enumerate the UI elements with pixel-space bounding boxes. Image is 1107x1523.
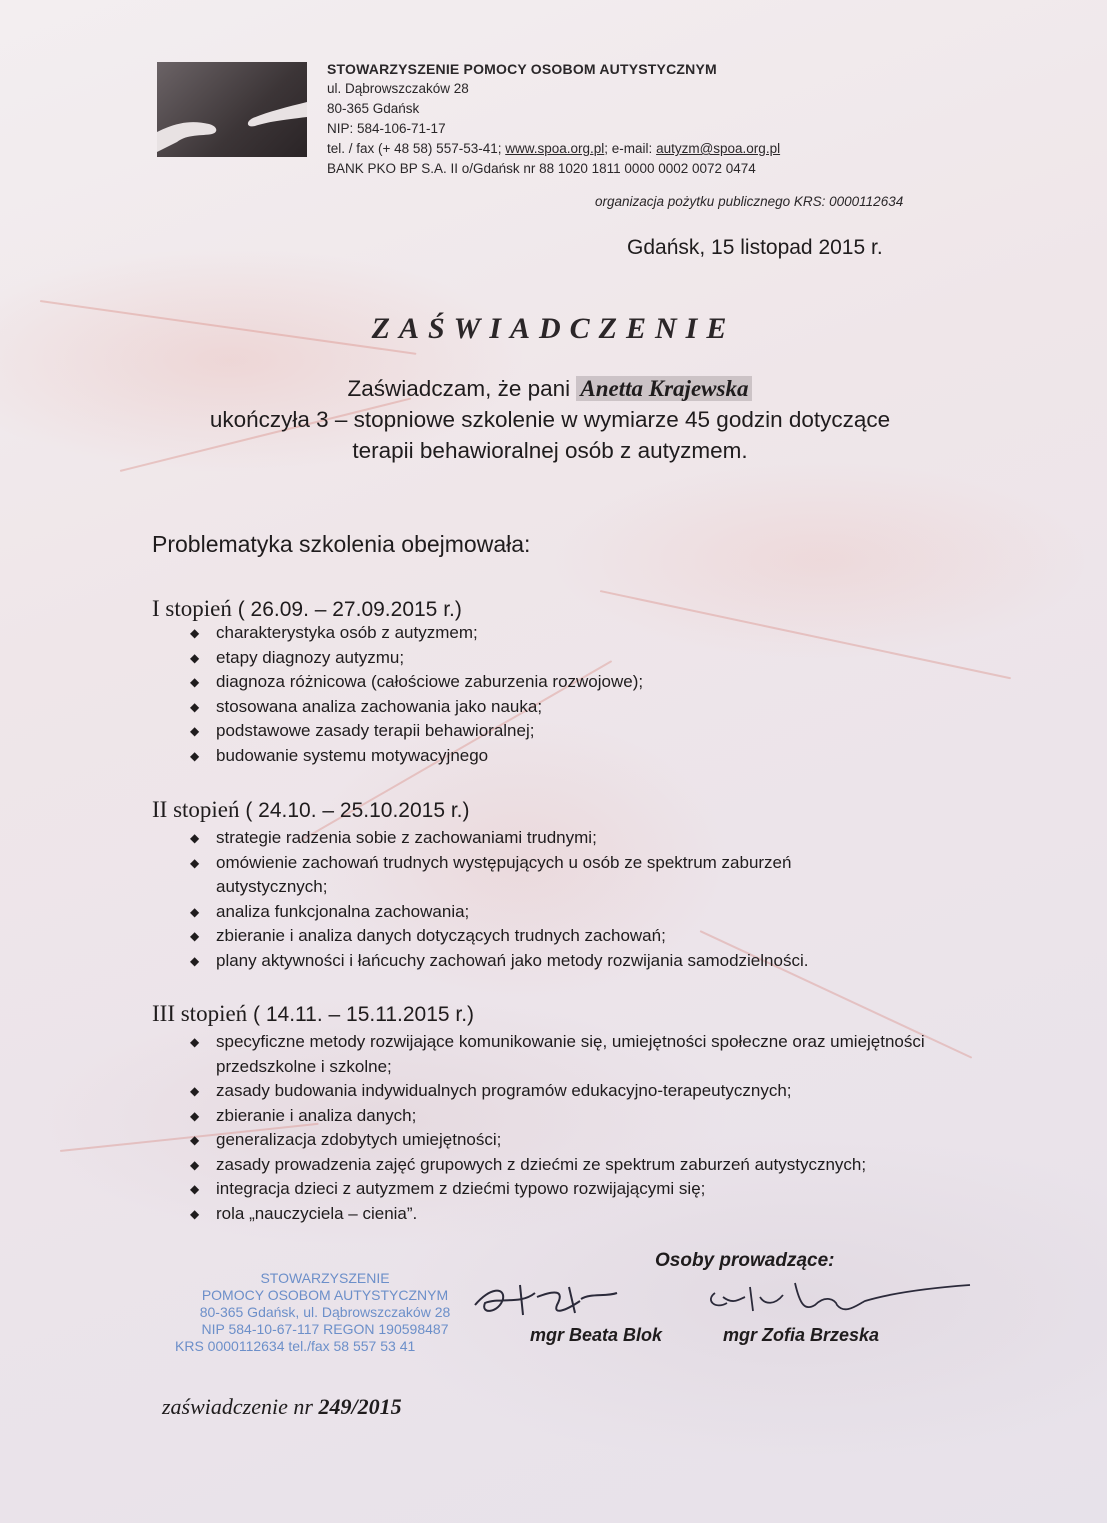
- list-item: ◆ charakterystyka osób z autyzmem;: [190, 621, 830, 646]
- list-item: ◆ generalizacja zdobytych umiejętności;: [190, 1128, 970, 1153]
- certificate-intro: [0, 373, 1100, 466]
- contact-email-label: ; e-mail:: [604, 141, 657, 156]
- certificate-number-value: 249/2015: [318, 1394, 402, 1419]
- letterhead: [327, 59, 904, 209]
- problem-heading: Problematyka szkolenia obejmowała:: [152, 531, 531, 557]
- org-contact: [327, 139, 780, 159]
- contact-phone: tel. / fax (+ 48 58) 557-53-41;: [327, 141, 506, 156]
- org-opp-krs: organizacja pożytku publicznego KRS: 0000112634: [595, 194, 904, 209]
- list-item: ◆ analiza funkcjonalna zachowania;: [190, 900, 880, 925]
- list-item: ◆ integracja dzieci z autyzmem z dziećmi typowo rozwijającymi się;: [190, 1177, 970, 1202]
- document-title: ZAŚWIADCZENIE: [371, 312, 736, 345]
- level-heading-3: [152, 1001, 474, 1027]
- list-item: ◆ stosowana analiza zachowania jako nauka;: [190, 695, 830, 720]
- list-item: ◆ podstawowe zasady terapii behawioralnej;: [190, 719, 830, 744]
- diamond-bullet-icon: ◆: [190, 929, 200, 943]
- level-heading-2: [152, 797, 470, 823]
- recipient-name: Anetta Krajewska: [576, 376, 752, 401]
- hands-logo-icon: [157, 62, 307, 157]
- signer-name-1: mgr Beata Blok: [530, 1325, 663, 1345]
- diamond-bullet-icon: ◆: [190, 650, 200, 665]
- list-item: ◆ specyficzne metody rozwijające komunikowanie się, umiejętności społeczne oraz umiejętności przedszkolne i szkolne;: [190, 1032, 925, 1076]
- persons-heading: Osoby prowadzące:: [655, 1250, 835, 1271]
- stamp-line: POMOCY OSOBOM AUTYSTYCZNYM: [201, 1287, 449, 1303]
- organization-logo: [157, 62, 307, 157]
- level-dates: ( 24.10. – 25.10.2015 r.): [239, 799, 470, 822]
- list-item: ◆ etapy diagnozy autyzmu;: [190, 646, 830, 671]
- list-item: ◆ diagnoza różnicowa (całościowe zaburzenia rozwojowe);: [190, 670, 830, 695]
- website-link[interactable]: www.spoa.org.pl: [505, 141, 605, 156]
- organization-stamp: [175, 1270, 475, 1355]
- list-item: ◆ plany aktywności i łańcuchy zachowań jako metody rozwijania samodzielności.: [190, 949, 880, 974]
- signer-name-2: mgr Zofia Brzeska: [723, 1325, 880, 1345]
- diamond-bullet-icon: ◆: [190, 675, 200, 689]
- diamond-bullet-icon: ◆: [190, 1182, 200, 1196]
- list-item: ◆ rola „nauczyciela – cienia”.: [190, 1202, 970, 1227]
- stamp-line: 80-365 Gdańsk, ul. Dąbrowszczaków 28: [199, 1304, 451, 1320]
- diamond-bullet-icon: ◆: [190, 855, 200, 870]
- org-city: 80-365 Gdańsk: [327, 101, 420, 116]
- level-1-items: [190, 621, 830, 768]
- org-street: ul. Dąbrowszczaków 28: [327, 81, 469, 96]
- stamp-line: KRS 0000112634 tel./fax 58 557 53 41: [175, 1338, 416, 1354]
- certificate-number-prefix: zaświadczenie nr: [162, 1394, 319, 1419]
- level-2-items: [190, 826, 880, 973]
- list-item: ◆ budowanie systemu motywacyjnego: [190, 744, 830, 769]
- list-item: ◆ strategie radzenia sobie z zachowaniami trudnymi;: [190, 826, 880, 851]
- level-heading-1: [152, 596, 462, 622]
- level-3-items: [190, 1030, 970, 1226]
- list-item: ◆ zasady prowadzenia zajęć grupowych z dziećmi ze spektrum zaburzeń autystycznych;: [190, 1153, 970, 1178]
- document-date: Gdańsk, 15 listopad 2015 r.: [627, 236, 883, 259]
- intro-line-1: [0, 373, 1100, 404]
- org-bank: BANK PKO BP S.A. II o/Gdańsk nr 88 1020 1811 0000 0002 0072 0474: [327, 161, 756, 176]
- stamp-line: STOWARZYSZENIE: [260, 1270, 390, 1286]
- diamond-bullet-icon: ◆: [190, 1133, 200, 1147]
- level-name: I stopień: [152, 596, 232, 621]
- list-item: ◆ zbieranie i analiza danych dotyczących trudnych zachowań;: [190, 924, 880, 949]
- level-name: II stopień: [152, 797, 240, 822]
- level-dates: ( 26.09. – 27.09.2015 r.): [231, 598, 462, 621]
- org-name: STOWARZYSZENIE POMOCY OSOBOM AUTYSTYCZNYM: [327, 61, 717, 77]
- diamond-bullet-icon: ◆: [190, 626, 200, 640]
- diamond-bullet-icon: ◆: [190, 1157, 200, 1172]
- diamond-bullet-icon: ◆: [190, 953, 200, 968]
- list-item: ◆ omówienie zachowań trudnych występujących u osób ze spektrum zaburzeń autystycznych;: [190, 852, 792, 896]
- diamond-bullet-icon: ◆: [190, 1206, 200, 1221]
- list-item: ◆ zasady budowania indywidualnych programów edukacyjno-terapeutycznych;: [190, 1079, 970, 1104]
- diamond-bullet-icon: ◆: [190, 724, 200, 738]
- org-nip: NIP: 584-106-71-17: [327, 121, 446, 136]
- level-name: III stopień: [152, 1001, 248, 1026]
- intro-line-3: terapii behawioralnej osób z autyzmem.: [352, 438, 748, 463]
- level-dates: ( 14.11. – 15.11.2015 r.): [247, 1003, 475, 1026]
- diamond-bullet-icon: ◆: [190, 748, 200, 763]
- diamond-bullet-icon: ◆: [190, 904, 200, 919]
- intro-prefix: Zaświadczam, że pani: [347, 376, 577, 401]
- diamond-bullet-icon: ◆: [190, 1084, 200, 1098]
- diamond-bullet-icon: ◆: [190, 1035, 200, 1049]
- certificate-number: [162, 1394, 402, 1420]
- email-link[interactable]: autyzm@spoa.org.pl: [656, 141, 781, 156]
- stamp-line: NIP 584-10-67-117 REGON 190598487: [201, 1321, 449, 1337]
- diamond-bullet-icon: ◆: [190, 1108, 200, 1123]
- diamond-bullet-icon: ◆: [190, 831, 200, 845]
- list-item: ◆ zbieranie i analiza danych;: [190, 1104, 970, 1129]
- diamond-bullet-icon: ◆: [190, 699, 200, 714]
- intro-line-2: ukończyła 3 – stopniowe szkolenie w wymiarze 45 godzin dotyczące: [209, 407, 891, 432]
